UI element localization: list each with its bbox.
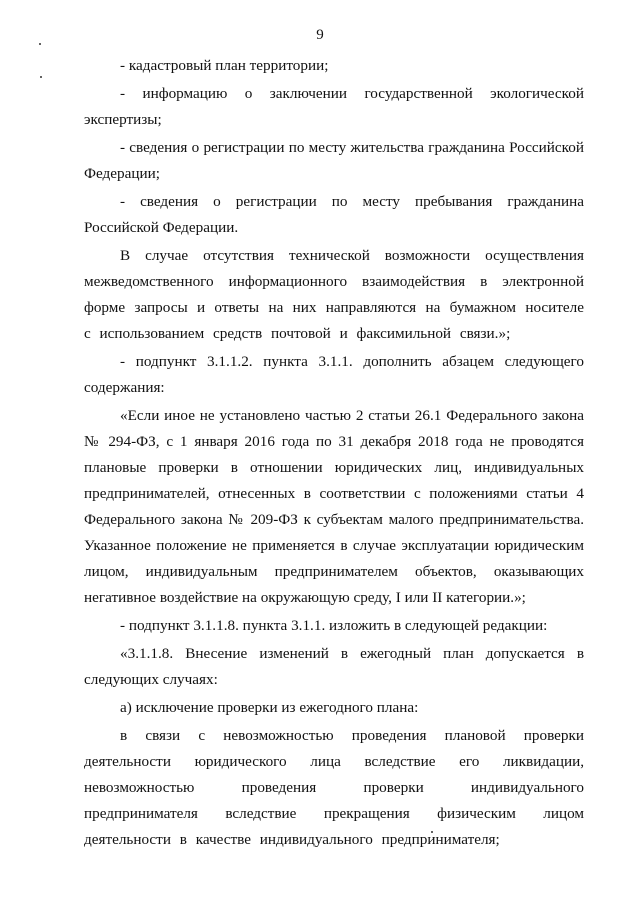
paragraph-plan-changes: «3.1.1.8. Внесение изменений в ежегодный план допускается в следующих случаях: xyxy=(84,645,584,688)
paragraph-subclause-3-1-1-8: - подпункт 3.1.1.8. пункта 3.1.1. изложить в следующей редакции: xyxy=(120,617,548,634)
paragraph-stay-registration: - сведения о регистрации по месту пребывания гражданина Российской Федерации. xyxy=(84,193,584,236)
paragraph-exclusion-of-inspection: а) исключение проверки из ежегодного плана: xyxy=(120,699,419,716)
page-number: 9 xyxy=(316,27,324,43)
paragraph-subclause-3-1-1-2: - подпункт 3.1.1.2. пункта 3.1.1. дополнить абзацем следующего содержания: xyxy=(84,353,584,396)
scan-speck xyxy=(40,76,42,78)
paragraph-ecological-expertise: - информацию о заключении государственной экологической экспертизы; xyxy=(84,85,584,128)
document-body xyxy=(84,53,584,855)
paragraph-cadastral-plan: - кадастровый план территории; xyxy=(120,57,329,74)
paragraph-liquidation-reason: в связи с невозможностью проведения плановой проверки деятельности юридического лица вследствие его ликвидации, невозможностью проведения проверки индивидуального предпринимателя вследствие прекращения физическим лицом деятельности в качестве индивидуального предпринимателя; xyxy=(84,727,584,848)
paragraph-residence-registration: - сведения о регистрации по месту жительства гражданина Российской Федерации; xyxy=(84,139,584,182)
paragraph-no-technical-possibility: В случае отсутствия технической возможности осуществления межведомственного информационного взаимодействия в электронной форме запросы и ответы на них направляются на бумажном носителе с использованием средств почтовой и факсимильной связи.»; xyxy=(84,247,584,342)
paragraph-federal-law-quote: «Если иное не установлено частью 2 статьи 26.1 Федерального закона № 294-ФЗ, с 1 января 2016 года по 31 декабря 2018 года не проводятся плановые проверки в отношении юридических лиц, индивидуальных предпринимателей, отнесенных в соответствии с положениями статьи 4 Федерального закона № 209-ФЗ к субъектам малого предпринимательства. Указанное положение не применяется в случае эксплуатации юридическим лицом, индивидуальным предпринимателем объектов, оказывающих негативное воздействие на окружающую среду, I или II категории.»; xyxy=(84,407,584,606)
